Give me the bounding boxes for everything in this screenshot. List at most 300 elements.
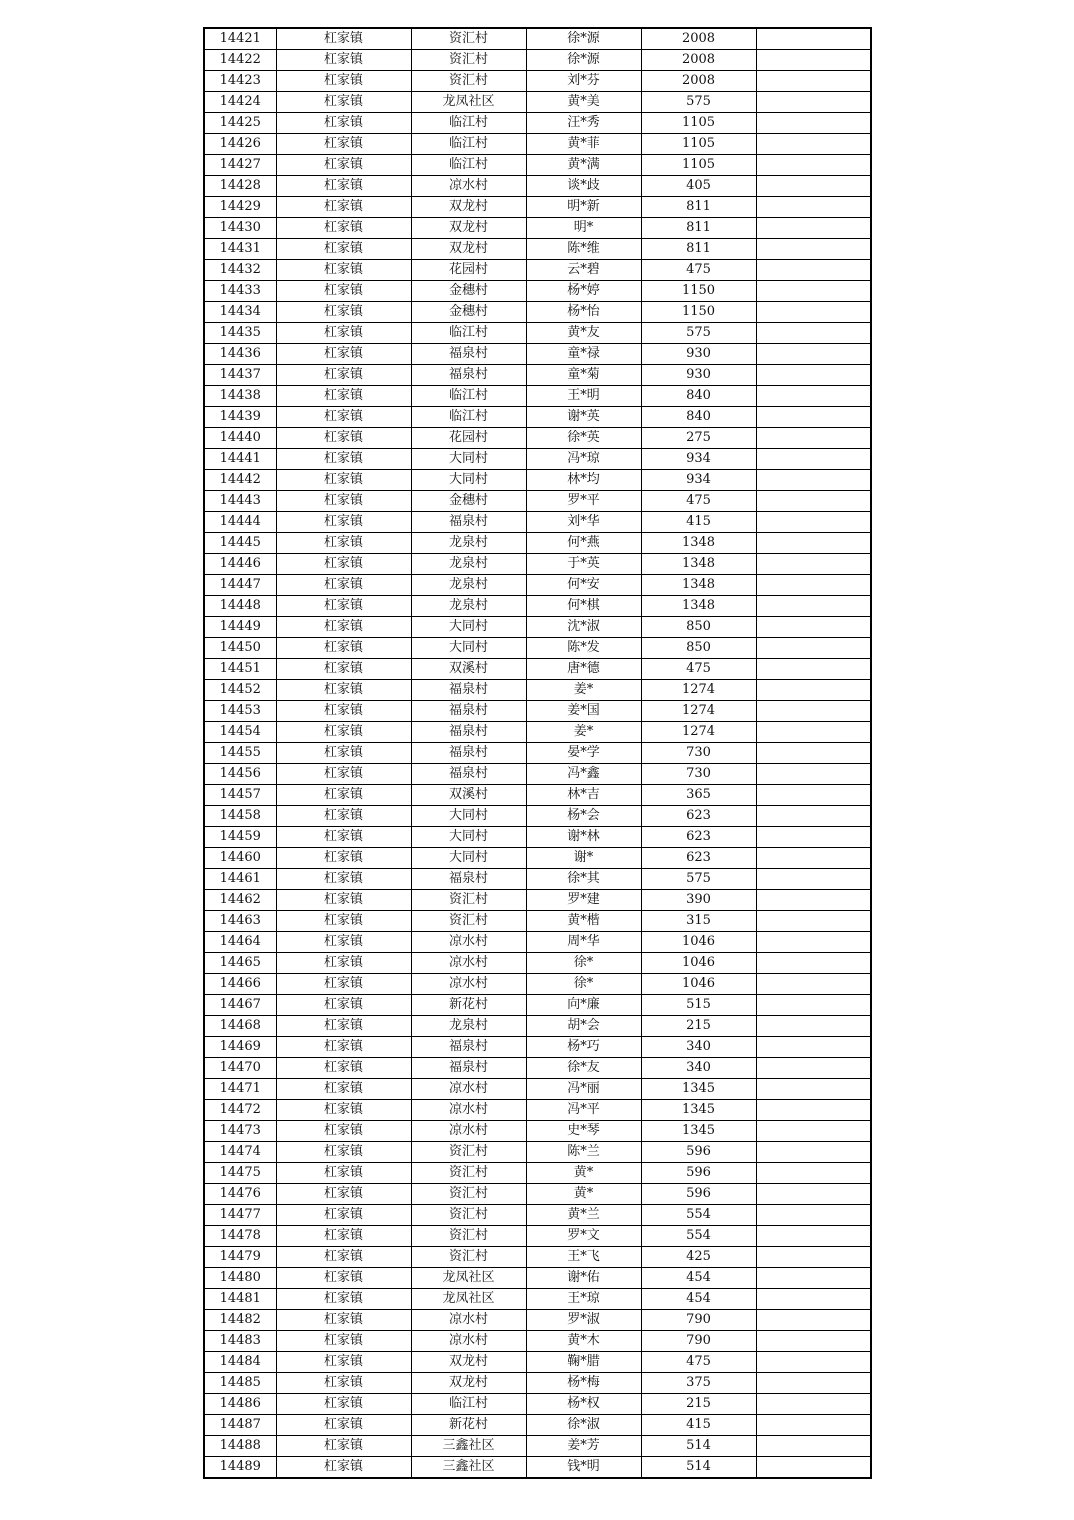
name-cell: 向*廉 (526, 995, 641, 1016)
remark-cell (756, 344, 871, 365)
village-cell: 双龙村 (411, 1373, 526, 1394)
row-number-cell: 14422 (204, 50, 276, 71)
table-row (204, 1268, 871, 1289)
amount-cell: 1150 (641, 281, 756, 302)
amount-cell: 1274 (641, 701, 756, 722)
town-cell: 杠家镇 (276, 113, 411, 134)
village-cell: 龙凤社区 (411, 92, 526, 113)
amount-cell: 375 (641, 1373, 756, 1394)
row-number-cell: 14481 (204, 1289, 276, 1310)
table-row (204, 1205, 871, 1226)
amount-cell: 475 (641, 659, 756, 680)
village-cell: 大同村 (411, 449, 526, 470)
remark-cell (756, 932, 871, 953)
row-number-cell: 14468 (204, 1016, 276, 1037)
village-cell: 三鑫社区 (411, 1436, 526, 1457)
remark-cell (756, 1226, 871, 1247)
table-row (204, 1331, 871, 1352)
table-row (204, 407, 871, 428)
village-cell: 龙泉村 (411, 575, 526, 596)
amount-cell: 515 (641, 995, 756, 1016)
town-cell: 杠家镇 (276, 50, 411, 71)
town-cell: 杠家镇 (276, 1289, 411, 1310)
row-number-cell: 14462 (204, 890, 276, 911)
remark-cell (756, 743, 871, 764)
village-cell: 资汇村 (411, 1226, 526, 1247)
table-row (204, 1394, 871, 1415)
town-cell: 杠家镇 (276, 701, 411, 722)
name-cell: 姜*芳 (526, 1436, 641, 1457)
amount-cell: 315 (641, 911, 756, 932)
village-cell: 金穗村 (411, 281, 526, 302)
amount-cell: 514 (641, 1457, 756, 1479)
table-row (204, 512, 871, 533)
name-cell: 云*碧 (526, 260, 641, 281)
village-cell: 花园村 (411, 260, 526, 281)
table-row (204, 323, 871, 344)
table-row (204, 1142, 871, 1163)
table-row (204, 638, 871, 659)
town-cell: 杠家镇 (276, 302, 411, 323)
name-cell: 何*棋 (526, 596, 641, 617)
table-row (204, 1226, 871, 1247)
town-cell: 杠家镇 (276, 1226, 411, 1247)
remark-cell (756, 806, 871, 827)
amount-cell: 575 (641, 92, 756, 113)
table-row (204, 1058, 871, 1079)
village-cell: 临江村 (411, 407, 526, 428)
table-row (204, 827, 871, 848)
town-cell: 杠家镇 (276, 806, 411, 827)
table-row (204, 848, 871, 869)
row-number-cell: 14449 (204, 617, 276, 638)
town-cell: 杠家镇 (276, 218, 411, 239)
amount-cell: 1046 (641, 953, 756, 974)
remark-cell (756, 575, 871, 596)
table-row (204, 1310, 871, 1331)
row-number-cell: 14461 (204, 869, 276, 890)
village-cell: 福泉村 (411, 344, 526, 365)
town-cell: 杠家镇 (276, 1247, 411, 1268)
amount-cell: 1046 (641, 974, 756, 995)
town-cell: 杠家镇 (276, 848, 411, 869)
amount-cell: 1150 (641, 302, 756, 323)
remark-cell (756, 1352, 871, 1373)
remark-cell (756, 1205, 871, 1226)
amount-cell: 1105 (641, 113, 756, 134)
remark-cell (756, 470, 871, 491)
amount-cell: 596 (641, 1163, 756, 1184)
row-number-cell: 14436 (204, 344, 276, 365)
row-number-cell: 14429 (204, 197, 276, 218)
town-cell: 杠家镇 (276, 239, 411, 260)
town-cell: 杠家镇 (276, 995, 411, 1016)
name-cell: 姜*国 (526, 701, 641, 722)
name-cell: 刘*华 (526, 512, 641, 533)
name-cell: 林*均 (526, 470, 641, 491)
amount-cell: 575 (641, 323, 756, 344)
amount-cell: 811 (641, 218, 756, 239)
village-cell: 临江村 (411, 155, 526, 176)
row-number-cell: 14428 (204, 176, 276, 197)
town-cell: 杠家镇 (276, 596, 411, 617)
name-cell: 何*安 (526, 575, 641, 596)
amount-cell: 365 (641, 785, 756, 806)
remark-cell (756, 407, 871, 428)
name-cell: 杨*梅 (526, 1373, 641, 1394)
row-number-cell: 14454 (204, 722, 276, 743)
row-number-cell: 14470 (204, 1058, 276, 1079)
town-cell: 杠家镇 (276, 1310, 411, 1331)
town-cell: 杠家镇 (276, 1436, 411, 1457)
remark-cell (756, 680, 871, 701)
name-cell: 黄*友 (526, 323, 641, 344)
village-cell: 凉水村 (411, 1310, 526, 1331)
name-cell: 童*菊 (526, 365, 641, 386)
row-number-cell: 14442 (204, 470, 276, 491)
remark-cell (756, 701, 871, 722)
remark-cell (756, 995, 871, 1016)
table-row (204, 239, 871, 260)
amount-cell: 730 (641, 743, 756, 764)
name-cell: 罗*淑 (526, 1310, 641, 1331)
table-row (204, 281, 871, 302)
name-cell: 杨*巧 (526, 1037, 641, 1058)
village-cell: 新花村 (411, 1415, 526, 1436)
amount-cell: 415 (641, 512, 756, 533)
row-number-cell: 14427 (204, 155, 276, 176)
town-cell: 杠家镇 (276, 680, 411, 701)
name-cell: 罗*建 (526, 890, 641, 911)
row-number-cell: 14431 (204, 239, 276, 260)
remark-cell (756, 281, 871, 302)
remark-cell (756, 218, 871, 239)
remark-cell (756, 155, 871, 176)
name-cell: 王*琼 (526, 1289, 641, 1310)
village-cell: 资汇村 (411, 1163, 526, 1184)
town-cell: 杠家镇 (276, 1268, 411, 1289)
amount-cell: 623 (641, 827, 756, 848)
name-cell: 徐*其 (526, 869, 641, 890)
town-cell: 杠家镇 (276, 911, 411, 932)
remark-cell (756, 50, 871, 71)
remark-cell (756, 197, 871, 218)
name-cell: 冯*鑫 (526, 764, 641, 785)
name-cell: 黄* (526, 1184, 641, 1205)
village-cell: 福泉村 (411, 1037, 526, 1058)
table-row (204, 1373, 871, 1394)
row-number-cell: 14485 (204, 1373, 276, 1394)
table-row (204, 974, 871, 995)
village-cell: 资汇村 (411, 1142, 526, 1163)
amount-cell: 850 (641, 638, 756, 659)
name-cell: 林*吉 (526, 785, 641, 806)
village-cell: 双龙村 (411, 197, 526, 218)
remark-cell (756, 428, 871, 449)
town-cell: 杠家镇 (276, 92, 411, 113)
remark-cell (756, 1331, 871, 1352)
village-cell: 金穗村 (411, 302, 526, 323)
row-number-cell: 14445 (204, 533, 276, 554)
village-cell: 双龙村 (411, 218, 526, 239)
table-row (204, 344, 871, 365)
town-cell: 杠家镇 (276, 1079, 411, 1100)
remark-cell (756, 911, 871, 932)
row-number-cell: 14475 (204, 1163, 276, 1184)
table-row (204, 1100, 871, 1121)
amount-cell: 790 (641, 1310, 756, 1331)
name-cell: 沈*淑 (526, 617, 641, 638)
remark-cell (756, 134, 871, 155)
village-cell: 临江村 (411, 386, 526, 407)
village-cell: 双龙村 (411, 1352, 526, 1373)
amount-cell: 790 (641, 1331, 756, 1352)
town-cell: 杠家镇 (276, 1457, 411, 1479)
table-row (204, 995, 871, 1016)
amount-cell: 623 (641, 848, 756, 869)
name-cell: 刘*芬 (526, 71, 641, 92)
amount-cell: 811 (641, 197, 756, 218)
row-number-cell: 14464 (204, 932, 276, 953)
amount-cell: 475 (641, 1352, 756, 1373)
table-row (204, 596, 871, 617)
table-row (204, 554, 871, 575)
remark-cell (756, 1163, 871, 1184)
name-cell: 汪*秀 (526, 113, 641, 134)
remark-cell (756, 239, 871, 260)
amount-cell: 415 (641, 1415, 756, 1436)
name-cell: 徐*友 (526, 1058, 641, 1079)
town-cell: 杠家镇 (276, 1331, 411, 1352)
table-row (204, 659, 871, 680)
village-cell: 龙泉村 (411, 596, 526, 617)
town-cell: 杠家镇 (276, 344, 411, 365)
table-row (204, 449, 871, 470)
name-cell: 姜* (526, 680, 641, 701)
amount-cell: 2008 (641, 71, 756, 92)
row-number-cell: 14421 (204, 28, 276, 50)
name-cell: 何*燕 (526, 533, 641, 554)
table-row (204, 953, 871, 974)
table-row (204, 1352, 871, 1373)
remark-cell (756, 1100, 871, 1121)
amount-cell: 554 (641, 1205, 756, 1226)
town-cell: 杠家镇 (276, 1352, 411, 1373)
row-number-cell: 14479 (204, 1247, 276, 1268)
row-number-cell: 14459 (204, 827, 276, 848)
name-cell: 杨*怡 (526, 302, 641, 323)
town-cell: 杠家镇 (276, 1058, 411, 1079)
table-row (204, 1436, 871, 1457)
village-cell: 大同村 (411, 827, 526, 848)
village-cell: 三鑫社区 (411, 1457, 526, 1479)
name-cell: 陈*发 (526, 638, 641, 659)
name-cell: 于*英 (526, 554, 641, 575)
name-cell: 陈*维 (526, 239, 641, 260)
town-cell: 杠家镇 (276, 197, 411, 218)
name-cell: 冯*丽 (526, 1079, 641, 1100)
town-cell: 杠家镇 (276, 365, 411, 386)
town-cell: 杠家镇 (276, 1037, 411, 1058)
amount-cell: 215 (641, 1016, 756, 1037)
table-row (204, 533, 871, 554)
row-number-cell: 14465 (204, 953, 276, 974)
village-cell: 临江村 (411, 323, 526, 344)
row-number-cell: 14457 (204, 785, 276, 806)
village-cell: 资汇村 (411, 911, 526, 932)
remark-cell (756, 1394, 871, 1415)
remark-cell (756, 1121, 871, 1142)
amount-cell: 1105 (641, 155, 756, 176)
town-cell: 杠家镇 (276, 323, 411, 344)
table-row (204, 302, 871, 323)
village-cell: 凉水村 (411, 1121, 526, 1142)
table-row (204, 1016, 871, 1037)
name-cell: 冯*平 (526, 1100, 641, 1121)
table-row (204, 155, 871, 176)
amount-cell: 1105 (641, 134, 756, 155)
amount-cell: 454 (641, 1268, 756, 1289)
village-cell: 资汇村 (411, 50, 526, 71)
village-cell: 福泉村 (411, 512, 526, 533)
name-cell: 谢*佑 (526, 1268, 641, 1289)
amount-cell: 2008 (641, 50, 756, 71)
table-row (204, 386, 871, 407)
name-cell: 谈*歧 (526, 176, 641, 197)
remark-cell (756, 785, 871, 806)
town-cell: 杠家镇 (276, 1100, 411, 1121)
row-number-cell: 14487 (204, 1415, 276, 1436)
remark-cell (756, 596, 871, 617)
table-row (204, 701, 871, 722)
name-cell: 唐*德 (526, 659, 641, 680)
remark-cell (756, 71, 871, 92)
town-cell: 杠家镇 (276, 1415, 411, 1436)
row-number-cell: 14474 (204, 1142, 276, 1163)
row-number-cell: 14434 (204, 302, 276, 323)
village-cell: 大同村 (411, 470, 526, 491)
name-cell: 钱*明 (526, 1457, 641, 1479)
village-cell: 福泉村 (411, 722, 526, 743)
table-row (204, 1457, 871, 1479)
name-cell: 谢*英 (526, 407, 641, 428)
row-number-cell: 14447 (204, 575, 276, 596)
row-number-cell: 14460 (204, 848, 276, 869)
table-row (204, 1163, 871, 1184)
town-cell: 杠家镇 (276, 449, 411, 470)
village-cell: 资汇村 (411, 1205, 526, 1226)
remark-cell (756, 260, 871, 281)
town-cell: 杠家镇 (276, 281, 411, 302)
row-number-cell: 14488 (204, 1436, 276, 1457)
remark-cell (756, 386, 871, 407)
row-number-cell: 14477 (204, 1205, 276, 1226)
remark-cell (756, 617, 871, 638)
town-cell: 杠家镇 (276, 743, 411, 764)
name-cell: 杨*权 (526, 1394, 641, 1415)
remark-cell (756, 323, 871, 344)
town-cell: 杠家镇 (276, 491, 411, 512)
table-row (204, 743, 871, 764)
remark-cell (756, 512, 871, 533)
town-cell: 杠家镇 (276, 575, 411, 596)
village-cell: 凉水村 (411, 932, 526, 953)
village-cell: 双龙村 (411, 239, 526, 260)
town-cell: 杠家镇 (276, 1184, 411, 1205)
village-cell: 龙泉村 (411, 1016, 526, 1037)
name-cell: 胡*会 (526, 1016, 641, 1037)
remark-cell (756, 1037, 871, 1058)
remark-cell (756, 848, 871, 869)
name-cell: 鞠*腊 (526, 1352, 641, 1373)
row-number-cell: 14448 (204, 596, 276, 617)
row-number-cell: 14482 (204, 1310, 276, 1331)
remark-cell (756, 533, 871, 554)
table-row (204, 911, 871, 932)
name-cell: 谢*林 (526, 827, 641, 848)
amount-cell: 596 (641, 1142, 756, 1163)
name-cell: 黄*菲 (526, 134, 641, 155)
name-cell: 童*禄 (526, 344, 641, 365)
name-cell: 徐* (526, 974, 641, 995)
village-cell: 双溪村 (411, 785, 526, 806)
row-number-cell: 14440 (204, 428, 276, 449)
village-cell: 福泉村 (411, 1058, 526, 1079)
town-cell: 杠家镇 (276, 659, 411, 680)
amount-cell: 554 (641, 1226, 756, 1247)
amount-cell: 390 (641, 890, 756, 911)
amount-cell: 934 (641, 449, 756, 470)
table-row (204, 50, 871, 71)
table-row (204, 680, 871, 701)
town-cell: 杠家镇 (276, 176, 411, 197)
name-cell: 徐*源 (526, 28, 641, 50)
amount-cell: 596 (641, 1184, 756, 1205)
table-row (204, 92, 871, 113)
amount-cell: 275 (641, 428, 756, 449)
remark-cell (756, 1058, 871, 1079)
town-cell: 杠家镇 (276, 533, 411, 554)
amount-cell: 1345 (641, 1100, 756, 1121)
amount-cell: 1345 (641, 1079, 756, 1100)
remark-cell (756, 890, 871, 911)
town-cell: 杠家镇 (276, 764, 411, 785)
table-row (204, 197, 871, 218)
remark-cell (756, 764, 871, 785)
table-row (204, 806, 871, 827)
remark-cell (756, 1184, 871, 1205)
remark-cell (756, 1016, 871, 1037)
row-number-cell: 14444 (204, 512, 276, 533)
table-row (204, 575, 871, 596)
row-number-cell: 14424 (204, 92, 276, 113)
row-number-cell: 14455 (204, 743, 276, 764)
amount-cell: 1274 (641, 722, 756, 743)
row-number-cell: 14446 (204, 554, 276, 575)
name-cell: 谢* (526, 848, 641, 869)
amount-cell: 514 (641, 1436, 756, 1457)
remark-cell (756, 953, 871, 974)
amount-cell: 934 (641, 470, 756, 491)
amount-cell: 930 (641, 365, 756, 386)
remark-cell (756, 365, 871, 386)
table-row (204, 764, 871, 785)
name-cell: 王*明 (526, 386, 641, 407)
remark-cell (756, 92, 871, 113)
town-cell: 杠家镇 (276, 1394, 411, 1415)
town-cell: 杠家镇 (276, 428, 411, 449)
amount-cell: 1046 (641, 932, 756, 953)
